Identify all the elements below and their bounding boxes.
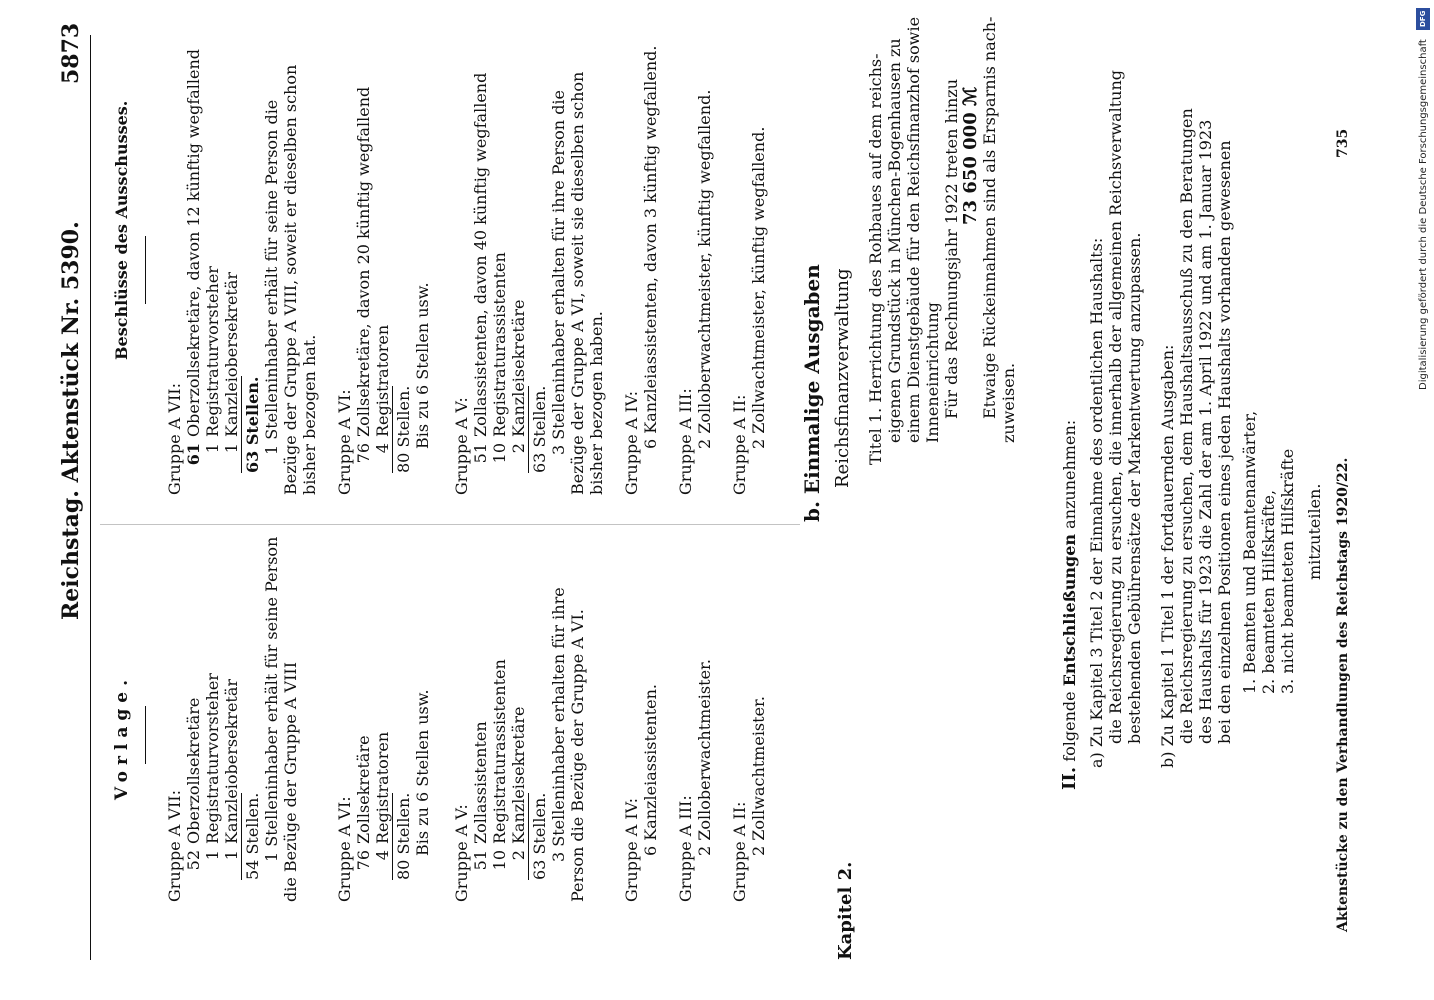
left-a6-total: 80 Stellen. [394, 792, 413, 880]
left-a6-note: Bis zu 6 Stellen usw. [413, 689, 432, 856]
left-a5-total: 63 Stellen. [530, 792, 549, 880]
right-a7-row [203, 49, 222, 495]
intro-pre: folgende [1060, 691, 1079, 762]
left-a7-row [184, 532, 203, 902]
row-text: Registraturassistenten [490, 252, 509, 437]
row-text: Kanzleisekretäre [509, 299, 528, 437]
row-text: Zollsekretäre, davon 20 künftig wegfallend [354, 86, 373, 437]
list-item: 1. Beamten und Beamtenanwärter, [1240, 410, 1259, 694]
titel-line: einem Dienstgebäude für den Reichsfinanzhof sowie [904, 16, 923, 443]
right-a7-note: 1 Stelleninhaber erhält für seine Person die Bezüge der Gruppe A VIII, soweit er dieselben schon bisher bezogen hat. [262, 64, 319, 495]
row-text: Registraturvorsteher [203, 673, 222, 844]
a-line: die Reichsregierung zu ersuchen, die innerhalb der allgemeinen Reichsverwaltung [1106, 69, 1125, 744]
row-text: Kanzleisekretäre [509, 706, 528, 844]
right-a5-row [509, 55, 528, 495]
right-a5-row [471, 55, 490, 495]
left-a2-label: Gruppe A II: [730, 801, 749, 902]
right-a6-label: Gruppe A VI: [335, 389, 354, 495]
sheet-number: 735 [1335, 128, 1351, 158]
row-text: Registratoren [373, 731, 392, 844]
row-number: 51 [471, 443, 490, 464]
titel-block [866, 17, 1018, 465]
left-a7-row [203, 532, 222, 902]
rueck-line: zuweisen. [999, 362, 1018, 443]
right-a7-row [184, 49, 203, 495]
right-a6-total: 80 Stellen. [394, 385, 413, 473]
right-gruppe-a5 [452, 55, 606, 495]
left-a5-label: Gruppe A V: [452, 804, 471, 902]
right-gruppe-a6 [335, 87, 432, 495]
right-a6-note: Bis zu 6 Stellen usw. [413, 282, 432, 449]
right-gruppe-a4 [622, 46, 660, 495]
b-head: b) Zu Kapitel 1 Titel 1 der fortdauernden Ausgaben: [1158, 344, 1177, 768]
b-line: die Reichsregierung zu ersuchen, dem Haushaltsausschuß zu den Beratungen [1177, 108, 1196, 744]
kapitel-heading: Kapitel 2. [835, 861, 856, 960]
right-gruppe-a2 [730, 127, 768, 495]
rueck-line: Etwaige Rückeinnahmen sind als Ersparnis nach- [980, 16, 999, 419]
left-a4-label: Gruppe A IV: [622, 797, 641, 902]
left-a7-total: 54 Stellen. [243, 792, 262, 880]
right-a2-label: Gruppe A II: [730, 394, 749, 495]
left-gruppe-a3 [676, 659, 714, 902]
footer-left: Aktenstücke zu den Verhandlungen des Reichstags 1920/22. [1335, 457, 1351, 932]
einmalige-heading: b. Einmalige Ausgaben [800, 264, 824, 522]
right-heading: Beschlüsse des Ausschusses. [112, 100, 131, 360]
row-number: 10 [490, 443, 509, 464]
left-heading-rule [145, 706, 146, 764]
left-a5-note: 3 Stelleninhaber erhalten für ihre Person die Bezüge der Gruppe A VI. [549, 587, 587, 902]
left-a5-row [509, 532, 528, 902]
jahr-line: Für das Rechnungsjahr 1922 treten hinzu [942, 78, 961, 419]
intro-post: anzunehmen: [1060, 419, 1079, 529]
titel-line: Titel 1. Herrichtung des Rohbaues auf dem reichs- [866, 53, 885, 465]
row-text: Zollsekretäre [354, 735, 373, 844]
left-a7-row [222, 532, 241, 902]
entschliessungen-block [1060, 70, 1324, 790]
row-number: 51 [471, 850, 490, 871]
right-a6-row [354, 87, 373, 495]
b-line: bei den einzelnen Positionen eines jeden Haushalts vorhanden gewesenen [1215, 140, 1234, 744]
row-number: 4 [373, 850, 392, 861]
left-gruppe-a6 [335, 689, 432, 902]
intro-num: II. [1059, 766, 1080, 790]
row-number: 1 [222, 850, 241, 861]
digitization-note: Digitalisierung gefördert durch die Deutsche Forschungsgemeinschaft [1418, 39, 1429, 390]
row-text: Kanzleiobersekretär [222, 271, 241, 437]
left-a5-row [490, 532, 509, 902]
row-text: Registratoren [373, 324, 392, 437]
row-number: 2 [509, 850, 528, 861]
row-number: 61 [184, 443, 203, 466]
closing: mitzuteilen. [1305, 483, 1324, 580]
dfg-logo: DFG [1416, 8, 1430, 30]
row-text: Oberzollsekretäre, davon 12 künftig wegfallend [184, 48, 203, 437]
left-a6-label: Gruppe A VI: [335, 796, 354, 902]
list-item: 3. nicht beamteten Hilfskräfte [1278, 448, 1297, 694]
row-number: 76 [354, 443, 373, 464]
titel-line: eigenen Grundstück in München-Bogenhausen zu [885, 38, 904, 443]
row-text: Zollassistenten [471, 721, 490, 844]
left-gruppe-a2 [730, 696, 768, 902]
row-number: 52 [184, 850, 203, 871]
left-a4-line: 6 Kanzleiassistenten. [641, 684, 660, 856]
left-heading: Vorlage. [112, 673, 132, 800]
page-number: 5873 [58, 22, 84, 84]
row-number: 76 [354, 850, 373, 871]
row-number: 2 [509, 443, 528, 454]
left-a3-line: 2 Zolloberwachtmeister. [695, 658, 714, 856]
a-line: bestehenden Gebührensätze der Markentwertung anzupassen. [1125, 232, 1144, 744]
right-gruppe-a7 [165, 49, 319, 495]
right-a3-line: 2 Zolloberwachtmeister, künftig wegfallend. [695, 89, 714, 449]
row-text: Zollassistenten, davon 40 künftig wegfallend [471, 72, 490, 437]
right-a5-total: 63 Stellen. [530, 385, 549, 473]
einmalige-subheading: Reichsfinanzverwaltung [832, 268, 853, 488]
intro-bold: Entschließungen [1060, 533, 1079, 687]
column-divider [100, 524, 800, 525]
right-a3-label: Gruppe A III: [676, 388, 695, 495]
right-a4-line: 6 Kanzleiassistenten, davon 3 künftig wegfallend. [641, 45, 660, 449]
right-a5-label: Gruppe A V: [452, 397, 471, 495]
b-line: des Haushalts für 1923 die Zahl der am 1. April 1922 und am 1. Januar 1923 [1196, 119, 1215, 744]
row-number: 10 [490, 850, 509, 871]
right-a5-row [490, 55, 509, 495]
row-text: Registraturvorsteher [203, 266, 222, 437]
titel-line: Inneneinrichtung [923, 302, 942, 443]
betrag: 73 650 000 ℳ [960, 86, 981, 225]
running-title: Reichstag. Aktenstück Nr. 5390. [58, 221, 84, 620]
a-head: a) Zu Kapitel 3 Titel 2 der Einnahme des ordentlichen Haushalts: [1087, 237, 1106, 768]
left-a7-note: 1 Stelleninhaber erhält für seine Person die Bezüge der Gruppe A VIII [262, 536, 300, 902]
row-number: 1 [203, 443, 222, 454]
row-number: 1 [203, 850, 222, 861]
right-a7-total: 63 Stellen. [243, 376, 262, 473]
left-gruppe-a7 [165, 532, 300, 902]
left-gruppe-a5 [452, 532, 587, 902]
row-text: Registraturassistenten [490, 659, 509, 844]
right-a5-note: 3 Stelleninhaber erhalten für ihre Person die Bezüge der Gruppe A VI, soweit sie dieselben schon bisher bezogen haben. [549, 71, 606, 495]
left-a6-row [373, 689, 392, 902]
left-gruppe-a4 [622, 684, 660, 902]
right-a7-row [222, 49, 241, 495]
list-item: 2. beamteten Hilfskräfte, [1259, 489, 1278, 694]
row-number: 4 [373, 443, 392, 454]
left-a2-line: 2 Zollwachtmeister. [749, 695, 768, 856]
row-text: Oberzollsekretäre [184, 697, 203, 844]
left-a7-label: Gruppe A VII: [165, 790, 184, 902]
left-a5-row [471, 532, 490, 902]
right-a7-label: Gruppe A VII: [165, 383, 184, 495]
right-a6-row [373, 87, 392, 495]
right-gruppe-a3 [676, 90, 714, 495]
right-a2-line: 2 Zollwachtmeister, künftig wegfallend. [749, 126, 768, 449]
left-a6-row [354, 689, 373, 902]
right-a4-label: Gruppe A IV: [622, 390, 641, 495]
row-text: Kanzleiobersekretär [222, 678, 241, 844]
right-heading-rule [145, 236, 146, 304]
header-rule [90, 35, 91, 960]
left-a3-label: Gruppe A III: [676, 795, 695, 902]
entschl-intro [1060, 70, 1079, 790]
row-number: 1 [222, 443, 241, 454]
